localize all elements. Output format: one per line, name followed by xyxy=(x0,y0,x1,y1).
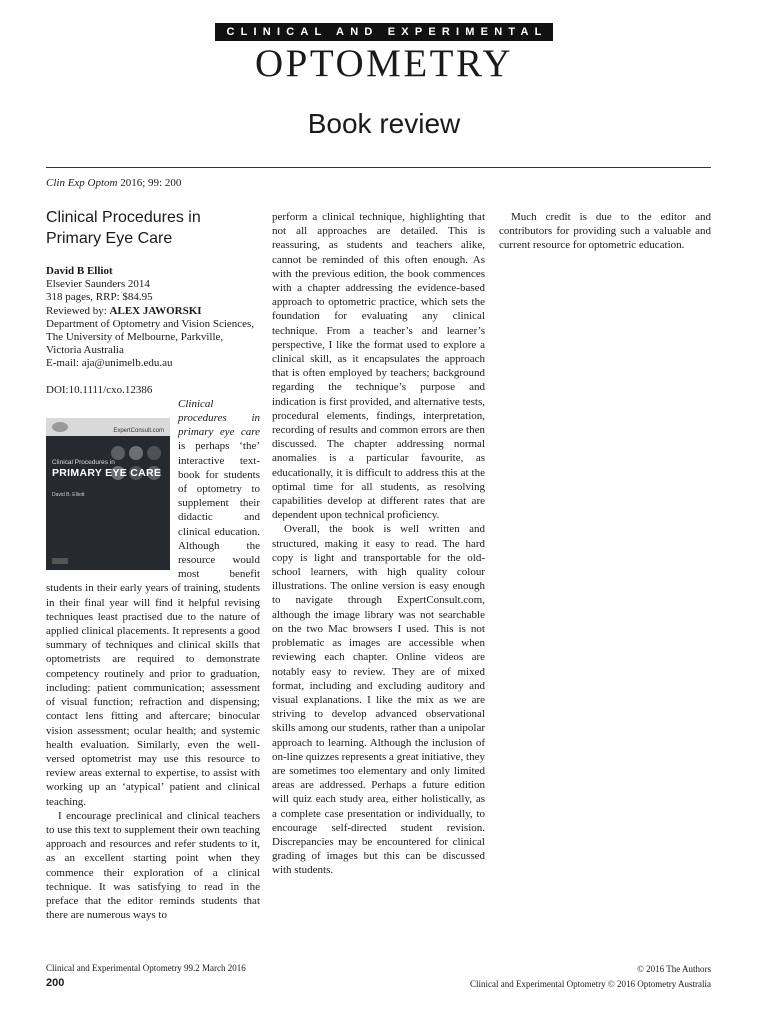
cover-subtitle: Clinical Procedures in xyxy=(52,458,115,466)
section-title: Book review xyxy=(307,108,461,139)
book-publisher: Elsevier Saunders 2014 xyxy=(46,278,150,291)
p1-text: is perhaps ‘the’ interactive text-book for students of optometry to supplement their didactic and clinical education. Although the resource would most benefit students in their early years of training, students in their final year will find it helpful revising techniques least practised due to the nature of applied clinical placements. It represents a good summary of techniques and clinical skills that optometrists are required to demonstrate competency routinely and prior to graduation, including: patient communication; assessment of visual function; refraction and dispensing; contact lens fitting and aftercare; binocular vision assessment; ocular health; and systemic health evaluation. Similarly, even the well-versed optometrist may use this resource to review areas external to expertise, to assist with working up an ‘atypical’ patient and clinical teaching. xyxy=(46,440,260,808)
cover-site: ExpertConsult.com xyxy=(113,427,164,434)
cover-badge-icon xyxy=(52,422,68,432)
book-title: Clinical Procedures in Primary Eye Care xyxy=(46,209,201,247)
reviewer-email: E-mail: aja@unimelb.edu.au xyxy=(46,357,173,370)
header-divider xyxy=(46,167,711,168)
footer-left xyxy=(46,962,246,990)
paragraph-3: Overall, the book is well written and structured, making it easy to read. The hard copy is light and transportable for the old-school learners, with high quality colour illustrations. The online version is easy enough to navigate through ExpertConsult.com, although the image library was not searchable on the two Mac browsers I used. This is not problematic as images are accessible when reviewing each chapter. Online videos are notably easy to review. They are of mixed format, including and excluding auditory and visual explanations. I like the mix as we are striving to develop advanced observational skills among our students, rather than a unipolar approach to learning. Although the inclusion of on-line quizzes represents a great initiative, they are sometimes too elementary and only limited areas are addressed. Perhaps a future edition will quiz each study area, either holistically, as a complete case presentation or individually, to encourage self-directed student revision. Discrepancies may be encountered for clinical grading of images but this can be discussed with students. xyxy=(272,523,485,877)
cover-publisher-logo xyxy=(52,556,164,564)
journal-title: OPTOMETRY xyxy=(255,42,513,85)
page-number: 200 xyxy=(46,977,65,989)
paragraph-2: I encourage preclinical and clinical teachers to use this text to supplement their own teaching approach and resources and refer students to it, as an excellent starting point when they commence their exploration of a clinical technique. It was satisfying to read in the preface that the editor reminds students that there are numerous ways to xyxy=(46,809,260,922)
reviewed-by-label: Reviewed by: xyxy=(46,304,110,317)
journal-kicker: CLINICAL AND EXPERIMENTAL xyxy=(215,23,552,41)
book-pages-price: 318 pages, RRP: $84.95 xyxy=(46,291,153,304)
column-2 xyxy=(272,210,485,878)
book-cover-image xyxy=(46,418,170,570)
column-3 xyxy=(499,210,711,253)
cover-main-title: PRIMARY EYE CARE xyxy=(52,466,162,479)
citation-journal: Clin Exp Optom xyxy=(46,177,118,189)
reviewer-line xyxy=(46,305,260,318)
footer-copyright-journal: Clinical and Experimental Optometry © 2016 Optometry Australia xyxy=(469,979,711,989)
reviewer-affiliation: Department of Optometry and Vision Sciences, The University of Melbourne, Parkville, Victoria Australia xyxy=(46,317,255,357)
book-author: David B Elliot xyxy=(46,265,113,277)
footer-copyright-authors: © 2016 The Authors xyxy=(637,964,711,974)
book-metadata xyxy=(46,265,260,371)
paragraph-2-continued: perform a clinical technique, highlighting that not all approaches are detailed. This is reassuring, as students and teachers alike, cannot be reminded of this often enough. As with the previous edition, the book commences with a chapter addressing the evidence-based approach to optometric practice, which sets the foundation for evaluating any clinical technique. From a teacher’s and learner’s perspective, I like the format used to explore a clinical skill, as it encapsulates the approach that is often employed by teachers; background regarding the technique’s purpose and indication is first provided, and alternative tests, procedural elements, findings, interpretation, recording of results and common errors are then discussed. The chapter addressing normal anomalies is a particular favourite, as educationally, it is difficult to address this at the optimal time for all students, as resolving capabilities develop at different rates that are dependent upon technical proficiency. xyxy=(272,211,485,522)
citation xyxy=(46,177,181,189)
journal-masthead xyxy=(0,22,768,83)
citation-details: 2016; 99: 200 xyxy=(117,177,182,189)
doi: DOI:10.1111/cxo.12386 xyxy=(46,383,153,396)
cover-author: David B. Elliott xyxy=(52,491,85,498)
footer-right xyxy=(470,962,711,992)
reviewer-name: ALEX JAWORSKI xyxy=(109,304,202,317)
paragraph-1 xyxy=(46,397,260,809)
p1-book-title: Clinical procedures in primary eye care xyxy=(178,397,260,439)
paragraph-4: Much credit is due to the editor and contributors for providing such a valuable and current resource for optometric education. xyxy=(499,211,711,252)
column-1 xyxy=(46,207,260,922)
footer-journal-issue: Clinical and Experimental Optometry 99.2 March 2016 xyxy=(46,963,246,973)
